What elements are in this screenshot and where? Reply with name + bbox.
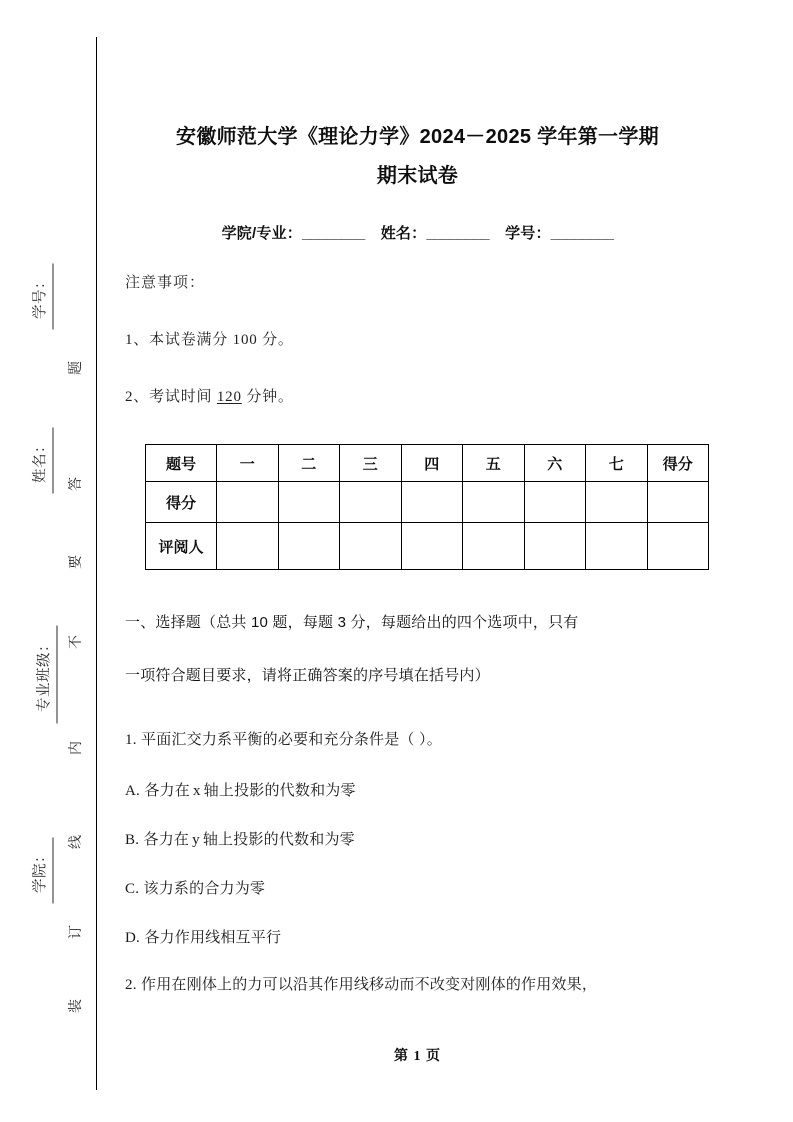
choice-text-part1: 该力系的合力为零: [143, 880, 266, 897]
table-header-cell: 四: [401, 445, 463, 482]
score-cell[interactable]: [217, 482, 279, 523]
choice-text-part2: 轴上投影的代数和为零: [202, 831, 355, 848]
seal-char-7: 订: [69, 925, 84, 939]
student-no-field: [505, 225, 613, 242]
question-2: [125, 947, 710, 996]
score-table: [145, 444, 709, 570]
score-cell[interactable]: [647, 482, 709, 523]
seal-char-3: 要: [69, 555, 84, 569]
marker-cell[interactable]: [217, 523, 279, 570]
score-cell[interactable]: [340, 482, 402, 523]
seal-char-8: 装: [69, 999, 84, 1013]
page-footer: 第 1 页: [394, 1049, 441, 1064]
margin-label-class: 专业班级：: [33, 626, 58, 724]
marker-cell[interactable]: [278, 523, 340, 570]
page-title-line2: 期末试卷: [376, 165, 459, 187]
page-title: [125, 0, 710, 196]
table-header-cell: 三: [340, 445, 402, 482]
table-header-cell: 六: [524, 445, 586, 482]
notice-item-2-prefix: 2、考试时间: [125, 389, 213, 405]
seal-char-1: 题: [69, 361, 84, 375]
question-text: 平面汇交力系平衡的必要和充分条件是（ ）。: [141, 731, 442, 748]
notice-heading: 注意事项：: [125, 275, 206, 291]
choice-text-part1: 各力作用线相互平行: [144, 929, 282, 946]
question-1-choice-d[interactable]: [125, 898, 710, 947]
question-1: [125, 702, 710, 751]
marker-cell[interactable]: [401, 523, 463, 570]
question-text: 作用在刚体上的力可以沿其作用线移动而不改变对刚体的作用效果，: [141, 976, 598, 993]
score-cell[interactable]: [401, 482, 463, 523]
marker-cell[interactable]: [647, 523, 709, 570]
table-header-cell: 七: [586, 445, 648, 482]
choice-text-part1: 各力在: [144, 782, 190, 799]
notice-item-2: [125, 349, 710, 406]
notice-item-2-suffix: 分钟。: [246, 389, 294, 405]
seal-char-6: 线: [69, 835, 84, 849]
page-title-line1: 安徽师范大学《理论力学》2024－2025 学年第一学期: [176, 126, 659, 148]
student-identity-row: [125, 222, 710, 243]
score-cell[interactable]: [278, 482, 340, 523]
name-blank[interactable]: ________: [426, 225, 490, 242]
table-row-header: [146, 445, 709, 482]
notice-item-1: 1、本试卷满分 100 分。: [125, 332, 294, 348]
score-cell[interactable]: [524, 482, 586, 523]
table-header-cell: 五: [463, 445, 525, 482]
content-column: [125, 0, 710, 1122]
table-header-cell: 得分: [647, 445, 709, 482]
choice-text-part1: 各力在: [143, 831, 190, 848]
choice-label: D.: [125, 930, 140, 946]
table-header-cell: 二: [278, 445, 340, 482]
student-no-blank[interactable]: ________: [550, 225, 614, 242]
seal-char-5: 内: [69, 741, 84, 755]
question-1-choice-b[interactable]: [125, 800, 710, 849]
table-row: [146, 482, 709, 523]
margin-label-department: 学院：: [29, 838, 54, 904]
score-cell[interactable]: [463, 482, 525, 523]
binding-rule: [96, 37, 97, 1090]
margin-label-student-no: 学号：: [29, 264, 54, 330]
department-label: 学院/专业：: [221, 225, 302, 242]
section-heading-line2: 一项符合题目要求，请将正确答案的序号填在括号内）: [125, 667, 490, 684]
marker-cell[interactable]: [340, 523, 402, 570]
student-no-label: 学号：: [505, 225, 551, 242]
table-header-cell: 题号: [146, 445, 217, 482]
margin-label-name: 姓名：: [29, 428, 54, 494]
name-field: [381, 225, 489, 242]
question-1-choice-c[interactable]: [125, 849, 710, 898]
section-heading: [125, 570, 710, 702]
score-cell[interactable]: [586, 482, 648, 523]
department-blank[interactable]: ________: [301, 225, 365, 242]
department-field: [222, 225, 365, 242]
marker-cell[interactable]: [586, 523, 648, 570]
duration-value: 120: [216, 389, 242, 405]
seal-char-4: 不: [69, 635, 84, 649]
marker-cell[interactable]: [524, 523, 586, 570]
choice-axis-symbol: x: [192, 783, 201, 799]
table-row: [146, 523, 709, 570]
choice-label: A.: [125, 783, 140, 799]
table-header-cell: 一: [217, 445, 279, 482]
row-label-marker: 评阅人: [146, 523, 217, 570]
marker-cell[interactable]: [463, 523, 525, 570]
choice-axis-symbol: y: [192, 832, 200, 848]
question-number: 2.: [125, 977, 137, 993]
row-label-score: 得分: [146, 482, 217, 523]
choice-label: C.: [125, 881, 140, 897]
section-heading-line1: 一、选择题（总共 10 题，每题 3 分，每题给出的四个选项中，只有: [125, 614, 579, 631]
seal-char-2: 答: [69, 477, 84, 491]
choice-label: B.: [125, 832, 140, 848]
name-label: 姓名：: [380, 225, 427, 242]
question-number: 1.: [125, 732, 137, 748]
question-1-choice-a[interactable]: [125, 751, 710, 800]
choice-text-part2: 轴上投影的代数和为零: [203, 782, 356, 799]
